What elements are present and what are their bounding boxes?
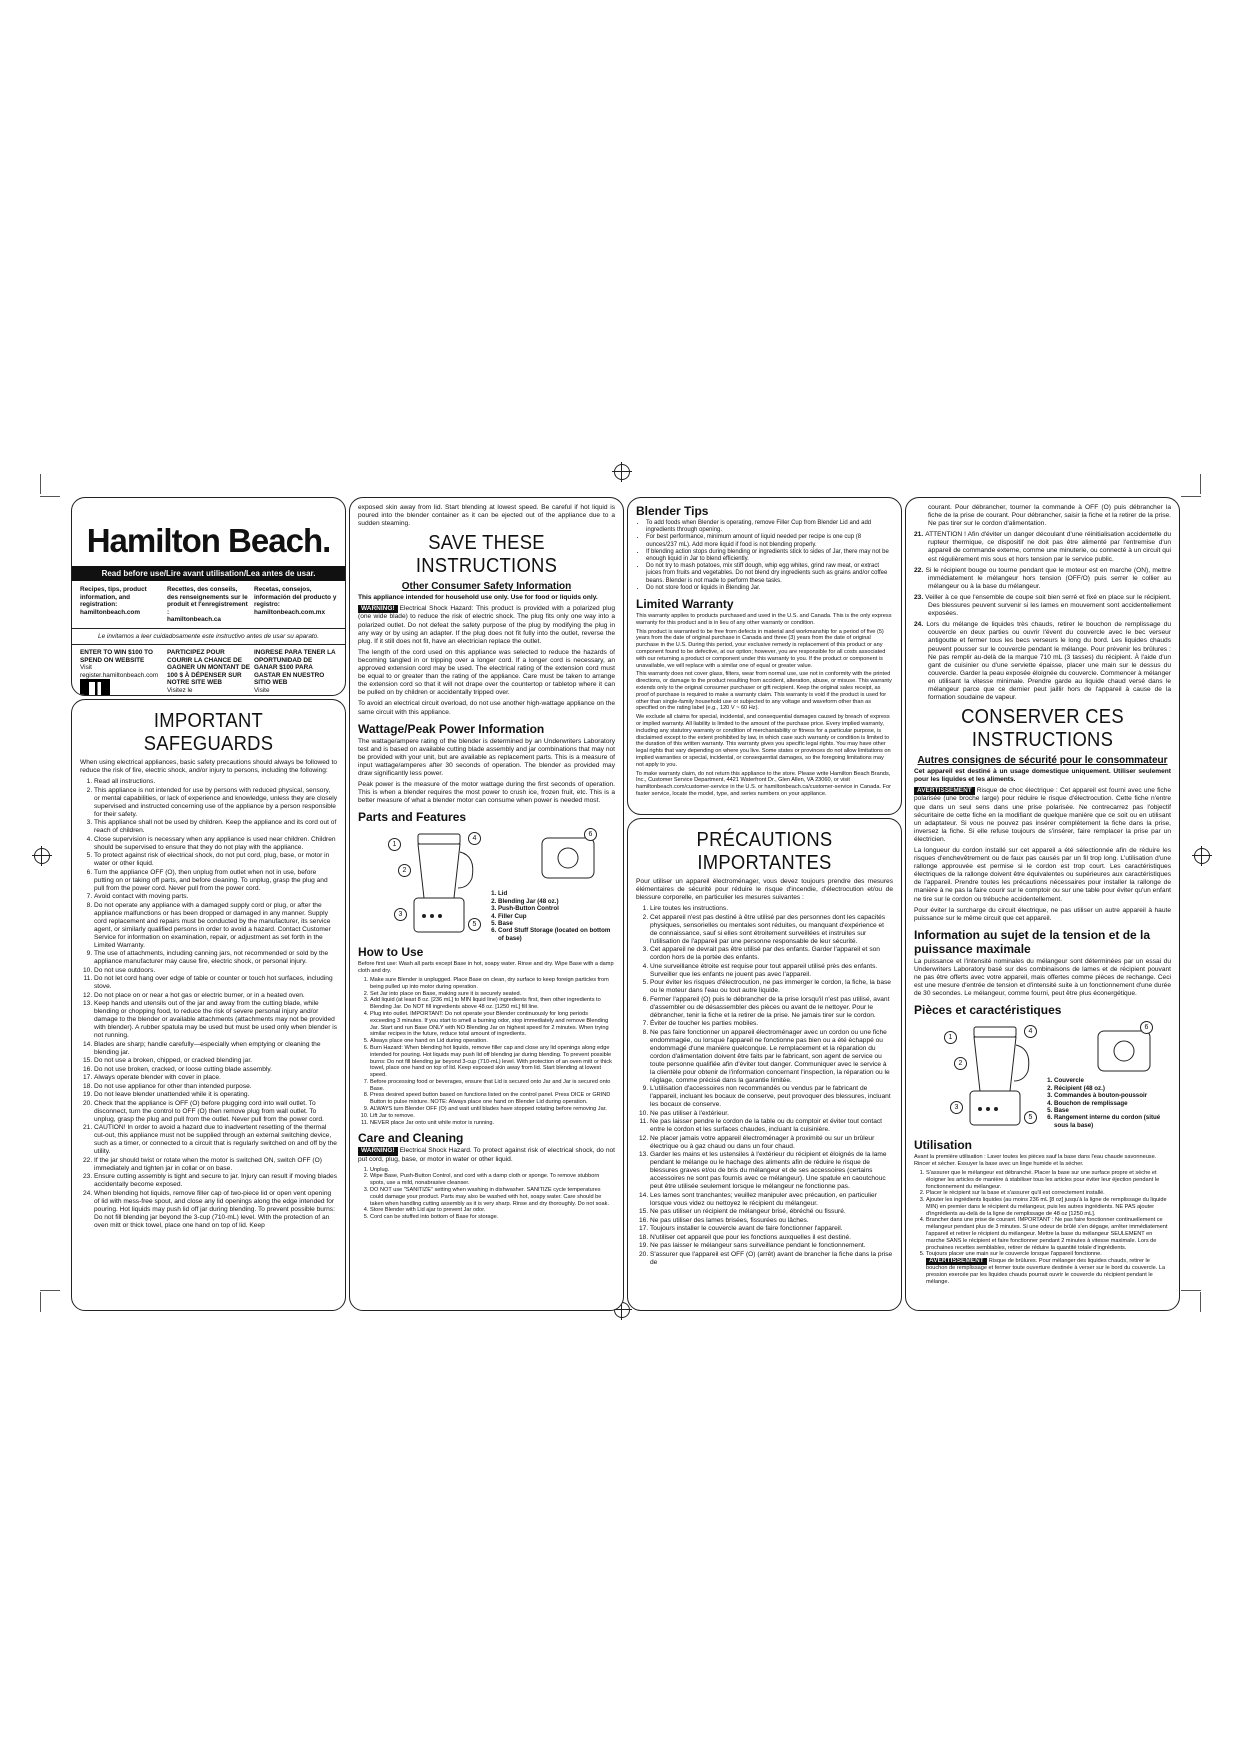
care-warning: WARNING! Electrical Shock Hazard. To protect against risk of electrical shock, do not put cord, plug, base, or motor in water or other liquid.	[358, 1147, 615, 1163]
read-banner: Read before use/Lire avant utilisation/Lea antes de usar.	[72, 566, 345, 581]
list-item: 10. Ne pas utiliser à l'extérieur.	[650, 1110, 893, 1118]
list-item: 20. Check that the appliance is OFF (O) before plugging cord into wall outlet. To disconnect, turn the control to OFF (O) then remove plug from wall outlet. To unplug, grasp the plug and pull from the outlet. Never pull from the power cord.	[94, 1100, 337, 1124]
crop-mark	[1181, 1290, 1201, 1291]
tension-title: Information au sujet de la tension et de la puissance maximale	[914, 927, 1151, 956]
cord-info: The length of the cord used on this appliance was selected to reduce the hazards of becoming tangled in or tripping over a longer cord. If a longer cord is necessary, an approved extension cord may be used. The electrical rating of the extension cord must be equal to or greater than the rating of the appliance. Care must be taken to arrange the extension cord so that it will not drape over the countertop or tabletop where it can be pulled on by children or accidentally tripped over.	[358, 648, 615, 697]
list-item: 9. ALWAYS turn Blender OFF (O) and wait until blades have stopped rotating before removing Jar.	[370, 1106, 615, 1113]
list-item: 10. Do not use outdoors.	[94, 967, 337, 975]
list-item: 3. Ajouter les ingrédients liquides (au moins 236 mL [8 oz] jusqu'à la ligne de remplissage du liquide MIN) en premier dans le récipient du mélangeur, puis les autres ingrédients. NE PAS ajouter d'ingrédients au-delà de la ligne de remplissage de 48 oz [1250 mL].	[926, 1197, 1171, 1217]
callout-2: 2	[954, 1057, 967, 1070]
list-item: 19. Ne pas laisser le mélangeur sans surveillance pendant le fonctionnement.	[650, 1242, 893, 1250]
list-item: 2. Cet appareil n'est pas destiné à être utilisé par des personnes dont les capacités physiques, sensorielles ou mentales sont réduites, ou manquant d'expérience et de connaissance, sauf si elles sont étroitement surveillées et instruites sur l'utilisation de l'appareil par une personne responsable de leur sécurité.	[650, 914, 893, 946]
list-item: 3. Add liquid (at least 8 oz. [236 mL] to MIN liquid line) ingredients first, then other ingredients to Blending Jar. Do NOT fill ingredients above 48 oz. [1250 mL] fill line.	[370, 997, 615, 1011]
cord-storage-illustration	[538, 834, 598, 884]
registration-mark	[1194, 848, 1210, 864]
callout-4: 4	[1024, 1025, 1037, 1038]
peak-info: Peak power is the measure of the motor wattage during the first seconds of operation. This is when a blender requires the most power to crush ice, frozen fruit, etc. This is a better measure of what a blender motor can consume when power is needed most.	[358, 781, 615, 805]
continued-text: courant. Pour débrancher, tourner la commande à OFF (O) puis débrancher la fiche de la prise de courant. Pour débrancher, saisir la fiche et la retirer de la prise. Ne pas tirer sur le cordon d'alimentation.	[928, 504, 1171, 528]
autres-title: Autres consignes de sécurité pour le consommateur	[917, 755, 1168, 767]
warranty-p2: This product is warranted to be free from defects in material and workmanship for a period of five (5) years from the date of original purchase in Canada and three (3) years from the date of original purchase in the U.S. During this period, your exclusive remedy is replacement of this product or any component found to be defective, at our option; however, you are responsible for all costs associated with our returning a product or component under this warranty to you. If the product or component is unavailable, we will replace with a similar one of equal or greater value.	[636, 628, 886, 669]
continued-text: exposed skin away from lid. Start blending at lowest speed. Be careful if hot liquid is poured into the blender container as it can be ejected out of the appliance due to a sudden steaming.	[358, 504, 615, 528]
list-item: 4. Close supervision is necessary when any appliance is used near children. Children should be supervised to ensure that they do not play with the appliance.	[94, 836, 337, 852]
list-item: 13. Garder les mains et les ustensiles à l'extérieur du récipient et éloignés de la lame pendant le mélange ou le hachage des aliments afin de réduire le risque de blessures graves et/ou de bris du mélangeur et de ses accessoires (certains accessoires ne sont pas fournis avec ce mélangeur). Une spatule en caoutchouc peut être utilisée seulement lorsque le mélangeur ne fonctionne pas.	[650, 1151, 893, 1191]
divider	[72, 628, 345, 629]
parts-list	[488, 890, 615, 942]
blender-figure-fr	[914, 1021, 1171, 1133]
pieces-title: Pièces et caractéristiques	[914, 1003, 1062, 1018]
list-item: 6. Fermer l'appareil (O) puis le débrancher de la prise lorsqu'il n'est pas utilisé, avant d'assembler ou de désassembler des pièces ou avant de le nettoyer. Pour le débrancher, tenir la fiche et la retirer de la prise. Ne jamais tirer sur le cordon.	[650, 996, 893, 1020]
callout-5: 5	[1024, 1111, 1037, 1124]
care-title: Care and Cleaning	[358, 1131, 464, 1146]
list-item: 15. Ne pas utiliser un récipient de mélangeur brisé, ébréché ou fissuré.	[650, 1208, 893, 1216]
callout-6: 6	[584, 828, 597, 841]
list-item: 1. S'assurer que le mélangeur est débranché. Placer la base sur une surface propre et sèche et éloigner les articles de manière à stabiliser tous les articles pour éviter leur éjection pendant le fonctionnement du mélangeur.	[926, 1170, 1171, 1190]
list-item: 20. S'assurer que l'appareil est OFF (O) (arrêt) avant de brancher la fiche dans la prise de	[650, 1251, 893, 1267]
list-item: • To add foods when Blender is operating, remove Filler Cup from Blender Lid and add ingredients through opening.	[646, 520, 893, 534]
part-item: 1. Lid	[498, 890, 615, 897]
list-item: • If blending action stops during blending or ingredients stick to sides of Jar, there may not be enough liquid in Jar to blend efficiently.	[646, 549, 893, 563]
tips-title: Blender Tips	[636, 504, 709, 518]
contest-en: ENTER TO WIN $100 TO SPEND ON WEBSITE Visit register.hamiltonbeach.com	[80, 649, 163, 696]
tips-warranty-panel	[627, 497, 902, 815]
list-item: 7. Avoid contact with moving parts.	[94, 893, 337, 901]
precautions-list	[636, 905, 893, 1267]
other-safety-title: Other Consumer Safety Information	[401, 581, 572, 593]
part-item: 3. Commandes à bouton-poussoir	[1054, 1092, 1171, 1099]
list-item: 23. Ensure cutting assembly is tight and secure to jar. Injury can result if moving blades accidentally become exposed.	[94, 1173, 337, 1189]
overload-info: To avoid an electrical circuit overload, do not use another high-wattage appliance on the same circuit with this appliance.	[358, 700, 615, 716]
precautions-intro: Pour utiliser un appareil électroménager, vous devez toujours prendre des mesures élémentaires de sécurité pour réduire le risque d'incendie, d'électrocution et/ou de blessure corporelle, en particulier les mesures suivantes :	[636, 878, 893, 902]
list-item: 24. Lors du mélange de liquides très chauds, retirer le bouchon de remplissage du couvercle en deux parties ou ouvrir l'évent du couvercle avec le bec verseur antigoutte et fermer tous les becs verseurs le long du bord. Les liquides chauds peuvent pousser sur le couvercle pendant le mélange. Pour prévenir les brûlures : Ne pas remplir au-delà de la marque 710 mL (3 tasses) du récipient. À l'aide d'un gant de cuisinier ou d'une serviette épaisse, placer une main sur le dessus du couvercle. Garder la peau exposée éloignée du couvercle. Commencer à mélanger en utilisant la vitesse minimale. Prendre garde au liquide chaud versé dans le mélangeur parce que ce dernier peut jaillir hors de l'appareil à cause de la formation soudaine de vapeur.	[914, 621, 1172, 702]
list-item: 4. Plug into outlet. IMPORTANT: Do not operate your Blender continuously for long periods exceeding 3 minutes. If you start to smell a burning odor, stop immediately and remove Blending Jar. Start and run Base ONLY with NO Blending Jar on highest speed for 2 minutes. When trying similar recipes in the future, reduce total amount of ingredients.	[370, 1011, 615, 1038]
list-item: 5. Always place one hand on Lid during operation.	[370, 1038, 615, 1045]
recipes-fr: Recettes, des conseils, des renseignements sur le produit et l'enregistrement : hamiltonbeach.ca	[167, 586, 248, 624]
save-instructions-panel	[349, 497, 624, 1311]
utilisation-list	[914, 1170, 1171, 1258]
pieces-list	[1044, 1077, 1171, 1129]
safeguards-title: IMPORTANT SAFEGUARDS	[143, 710, 274, 755]
before-first-use: Before first use: Wash all parts except Base in hot, soapy water. Rinse and dry. Wipe Base with a damp cloth and dry.	[358, 961, 614, 975]
list-item: 2. Set Jar into place on Base, making sure it is securely seated.	[370, 991, 615, 998]
list-item: 9. The use of attachments, including canning jars, not recommended or sold by the appliance manufacturer may cause fire, electric shock, or personal injury.	[94, 950, 337, 966]
warranty-title: Limited Warranty	[636, 597, 734, 612]
list-item: 8. Press desired speed button based on functions listed on the control panel. Press DICE or GRIND Button to pulse mixture. NOTE: Always place one hand on Blender Lid during operation.	[370, 1092, 615, 1106]
howto-list	[358, 977, 615, 1127]
callout-6: 6	[1140, 1021, 1153, 1034]
part-item: 5. Base	[1054, 1107, 1171, 1114]
recipes-es: Recetas, consejos, información del producto y registro: hamiltonbeach.com.mx	[254, 586, 337, 616]
list-item: 1. Lire toutes les instructions.	[650, 905, 893, 913]
part-item: 3. Push-Button Control	[498, 905, 615, 912]
warning-label: AVERTISSEMENT	[914, 787, 975, 795]
list-item: 14. Blades are sharp; handle carefully—especially when emptying or cleaning the blending jar.	[94, 1041, 337, 1057]
list-item: 9. L'utilisation d'accessoires non recommandés ou vendus par le fabricant de l'appareil, incluant les bocaux de conserve, peut provoquer des blessures, incluant les bocaux de conserve.	[650, 1085, 893, 1109]
list-item: 18. Do not use appliance for other than intended purpose.	[94, 1083, 337, 1091]
tips-list	[636, 520, 893, 592]
list-item: 11. Do not let cord hang over edge of table or counter or touch hot surfaces, including stove.	[94, 975, 337, 991]
callout-1: 1	[944, 1031, 957, 1044]
list-item: 5. Toujours placer une main sur le couvercle lorsque l'appareil fonctionne.	[926, 1251, 1171, 1258]
part-item: 4. Bouchon de remplissage	[1054, 1100, 1171, 1107]
list-item: 7. Éviter de toucher les parties mobiles.	[650, 1020, 893, 1028]
list-item: 24. When blending hot liquids, remove filler cap of two-piece lid or open vent opening of lid with mess-free spout, and close any lid openings along the edge intended for pouring. Hot liquids may push lid off jar during blending. To prevent possible burns: Do not fill blending jar beyond the 3-cup (710-mL) level. With the protection of an oven mitt or thick towel, place one hand on top of lid. Keep	[94, 1190, 337, 1230]
list-item: 6. Burn Hazard: When blending hot liquids, remove filler cap and close any lid openings along edge intended for pouring. Hot liquids may push lid off blending jar during blending. To prevent possible burns: Do not fill blending jar beyond 3-cup (710-mL) level. With protection of an oven mitt or thick towel, place one hand on top of lid. Keep exposed skin away from lid. Start blending at lowest speed.	[370, 1045, 615, 1079]
list-item: 1. Read all instructions.	[94, 778, 337, 786]
callout-1: 1	[388, 838, 401, 851]
divider	[72, 644, 345, 645]
household-note: This appliance intended for household use only. Use for food or liquids only.	[358, 594, 598, 602]
warranty-p5: To make warranty claim, do not return this appliance to the store. Please write Hamilton Beach Brands, Inc., Customer Service Department, 4421 Waterfront Dr., Glen Allen, VA 23060, or visit hamiltonbeach.com/customer-service in the U.S. or hamiltonbeach.ca/customer-service in Canada. For faster service, locate the model, type, and series numbers on your appliance.	[636, 770, 891, 797]
surcharge-info: Pour éviter la surcharge du circuit électrique, ne pas utiliser un autre appareil à haute puissance sur le même circuit que cet appareil.	[914, 906, 1171, 922]
warning-label: WARNING!	[358, 1147, 398, 1155]
list-item: 7. Before processing food or beverages, ensure that Lid is secured onto Jar and Jar is secured onto Base.	[370, 1079, 615, 1093]
part-item: 2. Récipient (48 oz.)	[1054, 1085, 1171, 1092]
safeguards-list	[80, 778, 337, 1230]
list-item: 2. This appliance is not intended for use by persons with reduced physical, sensory, or mental capabilities, or lack of experience and knowledge, unless they are closely supervised and instructed concerning use of the appliance by a person responsible for their safety.	[94, 787, 337, 819]
callout-3: 3	[394, 908, 407, 921]
part-item: 2. Blending Jar (48 oz.)	[498, 898, 615, 905]
warning-label: AVERTISSEMENT	[926, 1258, 987, 1265]
warranty-p4: We exclude all claims for special, incidental, and consequential damages caused by breach of express or implied warranty. All liability is limited to the amount of the purchase price. Every implied warranty, including any statutory warranty or condition of merchantability or fitness for a particular purpose, is disclaimed except to the extent prohibited by law, in which case such warranty or condition is limited to the duration of this written warranty. This warranty gives you specific legal rights. You may have other legal rights that vary depending on where you live. Some states or provinces do not allow limitations on implied warranties or special, incidental, or consequential damages, so the foregoing limitations may not apply to you.	[636, 714, 891, 768]
list-item: 8. Do not operate any appliance with a damaged supply cord or plug, or after the appliance malfunctions or has been dropped or damaged in any manner. Supply cord replacement and repairs must be conducted by the manufacturer, its service agent, or similarly qualified persons in order to avoid a hazard. Contact Customer Service for information on examination, repair, or adjustment as set forth in the Limited Warranty.	[94, 902, 337, 950]
list-item: 5. Cord can be stuffed into bottom of Base for storage.	[370, 1214, 615, 1221]
spanish-note: Le invitamos a leer cuidadosamente este instructivo antes de usar su aparato.	[98, 632, 319, 640]
wattage-info: The wattage/ampere rating of the blender is determined by an Underwriters Laboratory test and is based on available cutting blade assembly and jar combinations that may not be provided with your unit, but are available as replacement parts. This is a measure of input wattage/amperes after 30 seconds of operation. The blender as provided may draw significantly less power.	[358, 737, 615, 777]
list-item: 14. Les lames sont tranchantes; veuillez manipuler avec précaution, en particulier lorsque vous videz ou nettoyez le récipient du mélangeur.	[650, 1192, 893, 1208]
list-item: 4. Brancher dans une prise de courant. IMPORTANT : Ne pas faire fonctionner continuellement ce mélangeur pendant plus de 3 minutes. Si une odeur de brûlé s'en dégage, arrêter immédiatement l'appareil et retirer le récipient du mélangeur. Mettre la base du mélangeur SEULEMENT en marche SANS le récipient et faire fonctionner pendant 2 minutes à vitesse maximale. Lors de prochaines recettes semblables, retirer de réduire la quantité totale d'ingrédients.	[926, 1217, 1171, 1251]
list-item: 18. N'utiliser cet appareil que pour les fonctions auxquelles il est destiné.	[650, 1234, 893, 1242]
list-item: • For best performance, minimum amount of liquid needed per recipe is one cup (8 ounces/237 mL). Add more liquid if food is not blending properly.	[646, 534, 893, 548]
tension-info: La puissance et l'intensité nominales du mélangeur sont déterminées par un essai du Underwriters Laboratory basé sur des combinaisons de lames et de récipient pouvant ne pas être offerts avec votre appareil, mais offertes comme pièces de rechange. Ceci est une mesure d'entrée de tension et d'intensité suite à un fonctionnement d'une durée de 30 secondes. Le mélangeur, comme fourni, peut être plus éconergétique.	[914, 957, 1171, 998]
registration-mark	[34, 848, 50, 864]
list-item: 21. CAUTION! In order to avoid a hazard due to inadvertent resetting of the thermal cut-out, this appliance must not be supplied through an external switching device, such as a timer, or connected to a circuit that is regularly switched on and off by the utility.	[94, 1124, 337, 1156]
conserver-panel	[905, 497, 1180, 1311]
shock-hazard: WARNING! Electrical Shock Hazard: This product is provided with a polarized plug (one wide blade) to reduce the risk of electric shock. The plug fits only one way into a polarized outlet. Do not defeat the safety purpose of the plug by modifying the plug in any way or by using an adapter. If the plug does not fit fully into the outlet, reverse the plug. If it still does not fit, have an electrician replace the outlet.	[358, 605, 615, 645]
parts-title: Parts and Features	[358, 810, 467, 825]
save-title: SAVE THESE INSTRUCTIONS	[415, 532, 558, 578]
qr-code-icon	[80, 679, 110, 696]
list-item: • Do not try to mash potatoes, mix stiff dough, whip egg whites, grind raw meat, or extract juices from fruits and vegetables. Do not blend dry ingredients such as grains and/or coffee beans. Blender is not made to perform these tasks.	[646, 563, 893, 585]
brand-logo: Hamilton Beach.	[86, 522, 331, 559]
crop-mark	[1200, 474, 1201, 494]
cord-storage-illustration	[1094, 1027, 1154, 1077]
usage-note: Cet appareil est destiné à un usage domestique uniquement. Utiliser seulement pour les liquides et les aliments.	[914, 768, 1171, 784]
crop-mark	[40, 1290, 60, 1291]
recipes-en: Recipes, tips, product information, and registration: hamiltonbeach.com	[80, 586, 147, 616]
precautions-continued	[914, 531, 1171, 702]
list-item: 23. Veiller à ce que l'ensemble de coupe soit bien serré et fixé en place sur le récipient. Des blessures peuvent survenir si les lames en mouvement sont accidentellement exposées.	[914, 593, 1172, 618]
list-item: 2. Placer le récipient sur la base et s'assurer qu'il est correctement installé.	[926, 1190, 1171, 1197]
warranty-p1: This warranty applies to products purchased and used in the U.S. and Canada. This is the only express warranty for this product and is in lieu of any other warranty or condition.	[636, 613, 892, 626]
contest-fr: PARTICIPEZ POUR COURIR LA CHANCE DE GAGNER UN MONTANT DE 100 $ À DÉPENSER SUR NOTRE SITE WEB Visitez le	[167, 648, 250, 694]
list-item: 15. Do not use a broken, chipped, or cracked blending jar.	[94, 1057, 337, 1065]
warranty-p3: This warranty does not cover glass, filters, wear from normal use, use not in conformity with the printed directions, or damage to the product resulting from accident, alteration, abuse, or misuse. This warranty extends only to the original consumer purchaser or gift recipient. Keep the original sales receipt, as proof of purchase is required to make a warranty claim. This warranty is void if the product is used for other than single-family household use or subjected to any voltage and waveform other than as specified on the rating label (e.g., 120 V ~ 60 Hz).	[636, 671, 892, 712]
list-item: • Do not store food or liquids in Blending Jar.	[646, 585, 893, 592]
recipes-grid	[80, 586, 337, 624]
callout-4: 4	[468, 832, 481, 845]
list-item: 16. Do not use broken, cracked, or loose cutting blade assembly.	[94, 1066, 337, 1074]
list-item: 16. Ne pas utiliser des lames brisées, fissurées ou lâches.	[650, 1217, 893, 1225]
list-item: 17. Toujours installer le couvercle avant de faire fonctionner l'appareil.	[650, 1225, 893, 1233]
precautions-panel	[627, 818, 902, 1311]
list-item: 17. Always operate blender with cover in place.	[94, 1074, 337, 1082]
safeguards-panel	[71, 699, 346, 1311]
list-item: 3. DO NOT use "SANITIZE" setting when washing in dishwasher. SANITIZE cycle temperatures could damage your product. Parts may also be washed with hot, soapy water. Care should be taken when handling cutting assembly as it is very sharp. Rinse and dry thoroughly. Do not soak.	[370, 1187, 615, 1207]
list-item: 5. To protect against risk of electrical shock, do not put cord, plug, base, or motor in water or other liquid.	[94, 852, 337, 868]
list-item: 21. ATTENTION ! Afin d'éviter un danger découlant d'une réinitialisation accidentelle du rupteur thermique, ce dispositif ne doit pas être alimenté par l'entremise d'un appareil de commande externe, comme une minuterie, ou connecté à un circuit qui est régulièrement mis sous et hors tension par le service public.	[914, 531, 1171, 563]
crop-mark	[1181, 496, 1201, 497]
list-item: 22. If the jar should twist or rotate when the motor is switched ON, switch OFF (O) immediately and tighten jar in collar or on base.	[94, 1157, 337, 1173]
avant-premiere-utilisation: Avant la première utilisation : Laver toutes les pièces sauf la base dans l'eau chaude savonneuse. Rincer et sécher. Essuyer la base avec un linge humide et la sécher.	[914, 1154, 1157, 1168]
list-item: 8. Ne pas faire fonctionner un appareil électroménager avec un cordon ou une fiche endommagée, ou lorsque l'appareil ne fonctionne pas bien ou a été échappé ou endommagé d'une manière quelconque. Le remplacement et la réparation du cordon d'alimentation doivent être faits par le fabricant, son agent de service ou toute personne qualifiée afin d'éviter tout danger. Communiquer avec le service à la clientèle pour obtenir de l'information concernant l'inspection, la réparation ou le réglage, comme précisé dans la garantie limitée.	[650, 1029, 893, 1085]
part-item: 1. Couvercle	[1054, 1077, 1171, 1084]
registration-mark	[614, 464, 630, 480]
howto-title: How to Use	[358, 945, 424, 960]
list-item: 13. Keep hands and utensils out of the jar and away from the cutting blade, while blending or chopping food, to reduce the risk of severe personal injury and/or damage to the blender or available attachments (attachments may not be provided with blender). A rubber spatula may be used but must be used only when blender is not running.	[94, 1000, 337, 1040]
cover-panel	[71, 497, 346, 696]
list-item: 4. Une surveillance étroite est requise pour tout appareil utilisé près des enfants. Surveiller que les enfants ne jouent pas avec l'appareil.	[650, 963, 893, 979]
conserver-title: CONSERVER CES INSTRUCTIONS	[961, 706, 1124, 752]
list-item: 10. Lift Jar to remove.	[370, 1113, 615, 1120]
list-item: 5. Pour éviter les risques d'électrocution, ne pas immerger le cordon, la fiche, la base ou le moteur dans l'eau ou tout autre liquide.	[650, 979, 893, 995]
precautions-title: PRÉCAUTIONS IMPORTANTES	[696, 829, 833, 874]
blender-figure	[358, 828, 615, 940]
part-item: 6. Rangement interne du cordon (situé sous la base)	[1054, 1114, 1171, 1129]
crop-mark	[40, 474, 41, 494]
care-list	[358, 1167, 615, 1221]
callout-3: 3	[950, 1101, 963, 1114]
brulure-warning: AVERTISSEMENT Risque de brûlures. Pour mélanger des liquides chauds, retirer le bouchon de remplissage et fermer toute ouverture destinée à verser sur le bord du couvercle. La pression exercée par les liquides chauds pourrait ouvrir le couvercle du récipient pendant le mélange.	[926, 1257, 1166, 1285]
warning-label: WARNING!	[358, 605, 398, 613]
wattage-title: Wattage/Peak Power Information	[358, 721, 545, 736]
crop-mark	[40, 496, 60, 497]
list-item: 12. Do not place on or near a hot gas or electric burner, or in a heated oven.	[94, 992, 337, 1000]
list-item: 2. Wipe Base, Push-Button Control, and cord with a damp cloth or sponge. To remove stubborn spots, use a mild, nonabrasive cleanser.	[370, 1173, 615, 1187]
list-item: 6. Turn the appliance OFF (O), then unplug from outlet when not in use, before putting on or taking off parts, and before cleaning. To unplug, grasp the plug and pull from the power cord. Never pull from the power cord.	[94, 869, 337, 893]
list-item: 11. Ne pas laisser pendre le cordon de la table ou du comptoir et éviter tout contact entre le cordon et les surfaces chaudes, incluant la cuisinière.	[650, 1118, 893, 1134]
longueur-info: La longueur du cordon installé sur cet appareil a été sélectionnée afin de réduire les risques d'enchevêtrement ou de faux pas causés par un fil trop long. L'utilisation d'une rallonge approuvée est permise si le cordon est trop court. Les caractéristiques électriques de la rallonge doivent être équivalentes ou supérieures aux caractéristiques de l'appareil. Prendre toutes les précautions nécessaires pour installer la rallonge de manière à ne pas la faire courir sur le comptoir ou sur une table pour éviter qu'un enfant ne tire sur le cordon ou trébuche accidentellement.	[914, 847, 1171, 903]
list-item: 12. Ne placer jamais votre appareil électroménager à proximité ou sur un brûleur électrique ou à gaz chaud ou dans un four chaud.	[650, 1135, 893, 1151]
list-item: 11. NEVER place Jar onto unit while motor is running.	[370, 1120, 615, 1127]
list-item: 4. Store Blender with Lid ajar to prevent Jar odor.	[370, 1207, 615, 1214]
part-item: 4. Filler Cup	[498, 913, 615, 920]
crop-mark	[40, 1292, 41, 1312]
list-item: 3. This appliance shall not be used by children. Keep the appliance and its cord out of reach of children.	[94, 819, 337, 835]
crop-mark	[1200, 1292, 1201, 1312]
safeguards-intro: When using electrical appliances, basic safety precautions should always be followed to reduce the risk of fire, electric shock, and/or injury to persons, including the following:	[80, 759, 337, 775]
part-item: 5. Base	[498, 920, 615, 927]
contest-grid	[80, 649, 337, 696]
list-item: 19. Do not leave blender unattended while it is operating.	[94, 1091, 337, 1099]
callout-2: 2	[398, 864, 411, 877]
utilisation-title: Utilisation	[914, 1138, 973, 1153]
list-item: 1. Make sure Blender is unplugged. Place Base on clean, dry surface to keep foreign particles from being pulled up into motor during operation.	[370, 977, 615, 991]
choc-hazard: AVERTISSEMENT Risque de choc électrique : Cet appareil est fourni avec une fiche polarisée (une broche large) pour réduire le risque d'électrocution. Cette fiche n'entre que dans un seul sens dans une prise polarisée. Ne contrecarrez pas l'objectif sécuritaire de cette fiche en la modifiant de quelque manière que ce soit ou en utilisant un adaptateur. Si vous ne pouvez pas insérer complètement la fiche dans la prise, inversez la fiche. Si elle refuse toujours de s'insérer, faire remplacer la prise par un électricien.	[914, 787, 1171, 843]
callout-5: 5	[468, 918, 481, 931]
list-item: 1. Unplug.	[370, 1167, 615, 1174]
list-item: 3. Cet appareil ne devrait pas être utilisé par des enfants. Garder l'appareil et son cordon hors de la portée des enfants.	[650, 946, 893, 962]
contest-es: INGRESE PARA TENER LA OPORTUNIDAD DE GANAR $100 PARA GASTAR EN NUESTRO SITIO WEB Visite	[254, 648, 336, 694]
list-item: 22. Si le récipient bouge ou tourne pendant que le moteur est en marche (ON), mettre immédiatement le mélangeur hors tension (OFF/O) puis serrer le collier au mélangeur ou à la base du mélangeur.	[914, 566, 1172, 590]
part-item: 6. Cord Stuff Storage (located on bottom of base)	[498, 927, 615, 942]
